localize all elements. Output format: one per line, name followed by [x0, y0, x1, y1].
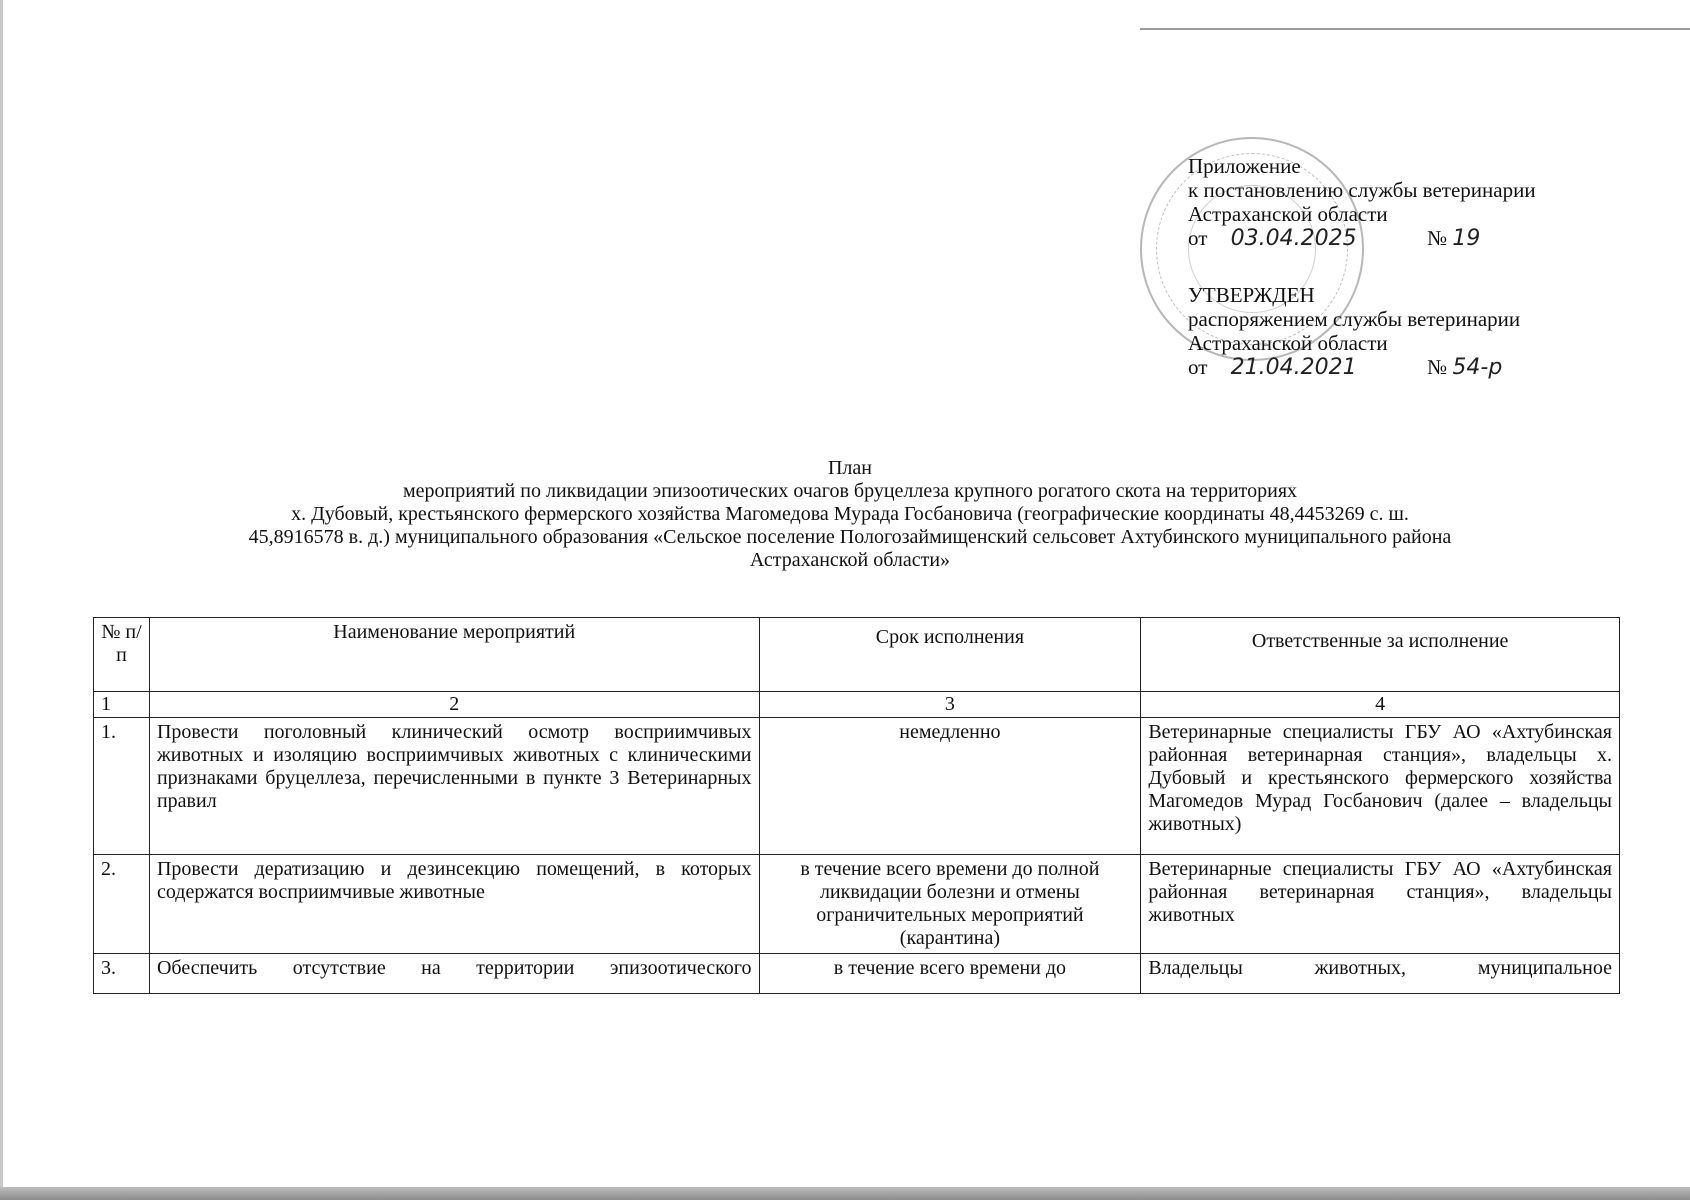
- column-number-row: [94, 692, 1620, 718]
- row-action: Провести дератизацию и дезинсекцию помещений, в которых содержатся восприимчивые животные: [149, 855, 759, 954]
- row-responsible: Владельцы животных, муниципальное: [1141, 954, 1620, 994]
- approved-line1: УТВЕРЖДЕН: [1188, 283, 1315, 307]
- appendix-number-handwritten: 19: [1452, 226, 1481, 251]
- appendix-line3: Астраханской области: [1188, 202, 1388, 226]
- appendix-date-line: [1188, 226, 1536, 251]
- table-row: [94, 954, 1620, 994]
- approved-line2: распоряжением службы ветеринарии: [1188, 307, 1521, 331]
- table-header-row: [94, 618, 1620, 692]
- appendix-line2: к постановлению службы ветеринарии: [1188, 178, 1536, 202]
- title-line4: 45,8916578 в. д.) муниципального образования «Сельское поселение Пологозаймищенский сельсовет Ахтубинского муниципального района: [248, 526, 1452, 548]
- col-number-2: 2: [149, 692, 759, 718]
- row-term: в течение всего времени до полной ликвидации болезни и отмены ограничительных мероприятий (карантина): [759, 855, 1141, 954]
- table-row: [94, 718, 1620, 855]
- approved-number-label: №: [1427, 355, 1448, 379]
- title-line3: х. Дубовый, крестьянского фермерского хозяйства Магомедова Мурада Госбановича (географические координаты 48,4453269 с. ш.: [291, 503, 1409, 525]
- header-responsible: Ответственные за исполнение: [1141, 618, 1620, 692]
- title-line5: Астраханской области»: [749, 549, 951, 571]
- col-number-3: 3: [759, 692, 1141, 718]
- title-line2: мероприятий по ликвидации эпизоотических очагов бруцеллеза крупного рогатого скота на территориях: [402, 480, 1298, 502]
- header-term: Срок исполнения: [759, 618, 1141, 692]
- appendix-from-label: от: [1188, 226, 1208, 250]
- approved-date-line: [1188, 355, 1536, 380]
- scan-bottom-edge: [0, 1187, 1690, 1200]
- col-number-4: 4: [1141, 692, 1620, 718]
- row-number: 1.: [94, 718, 150, 855]
- row-action: Обеспечить отсутствие на территории эпизоотического: [149, 954, 759, 994]
- measures-table: [93, 617, 1620, 994]
- col-number-1: 1: [94, 692, 150, 718]
- header-num: № п/п: [94, 618, 150, 692]
- row-number: 3.: [94, 954, 150, 994]
- header-action: Наименование мероприятий: [149, 618, 759, 692]
- appendix-block: [1188, 154, 1536, 380]
- approved-number-handwritten: 54-р: [1452, 355, 1503, 380]
- appendix-number-label: №: [1427, 226, 1448, 250]
- appendix-date-handwritten: 03.04.2025: [1230, 226, 1357, 251]
- row-responsible: Ветеринарные специалисты ГБУ АО «Ахтубинская районная ветеринарная станция», владельцы животных: [1141, 855, 1620, 954]
- title-line1: План: [827, 457, 872, 479]
- approved-from-label: от: [1188, 355, 1208, 379]
- row-term: немедленно: [759, 718, 1141, 855]
- row-number: 2.: [94, 855, 150, 954]
- table-row: [94, 855, 1620, 954]
- row-term: в течение всего времени до: [759, 954, 1141, 994]
- row-responsible: Ветеринарные специалисты ГБУ АО «Ахтубинская районная ветеринарная станция», владельцы х. Дубовый и крестьянского фермерского хозяйства Магомедов Мурад Госбанович (далее – владельцы животных): [1141, 718, 1620, 855]
- approved-date-handwritten: 21.04.2021: [1230, 355, 1357, 380]
- row-action: Провести поголовный клинический осмотр восприимчивых животных и изоляцию восприимчивых животных с клиническими признаками бруцеллеза, перечисленными в пункте 3 Ветеринарных правил: [149, 718, 759, 855]
- scan-left-edge: [0, 0, 3, 1200]
- approved-line3: Астраханской области: [1188, 331, 1388, 355]
- scan-top-edge: [1140, 28, 1690, 30]
- plan-title: [100, 457, 1600, 572]
- appendix-line1: Приложение: [1188, 154, 1301, 178]
